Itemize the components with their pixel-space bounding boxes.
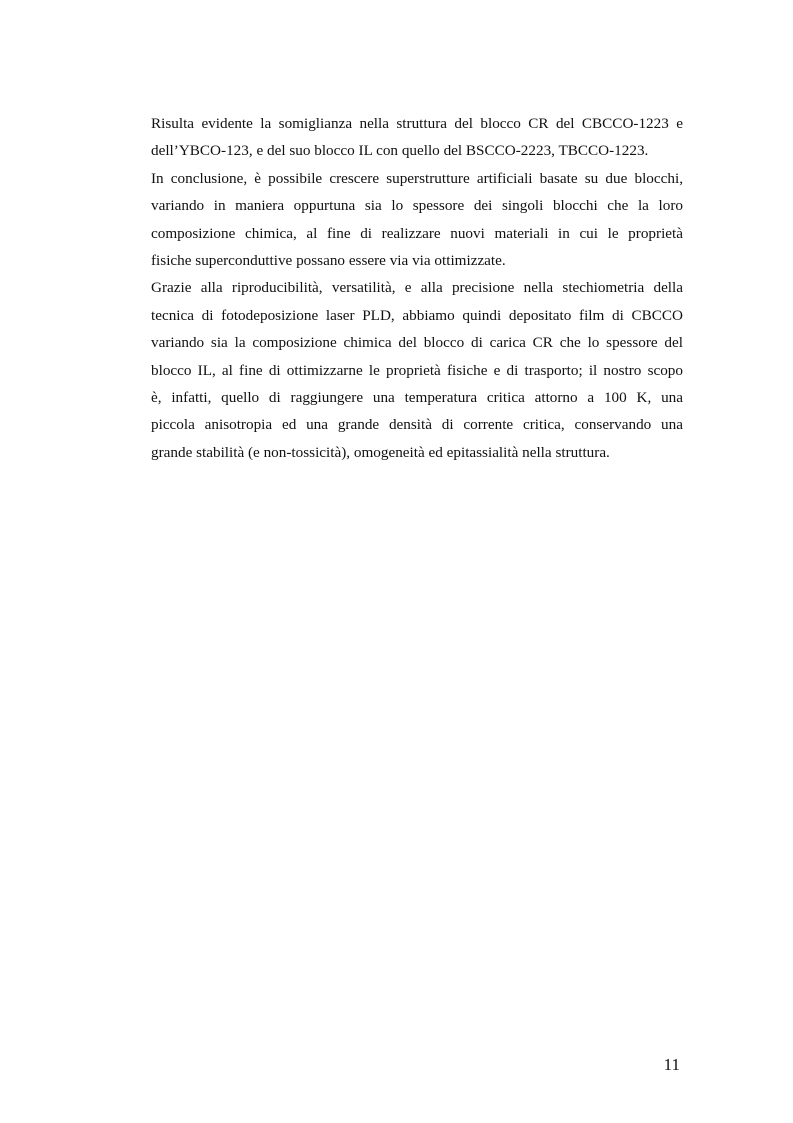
text-line: tecnica di fotodeposizione laser PLD, abbiamo quindi depositato film di CBCCO	[151, 306, 683, 324]
text-line: grande stabilità (e non-tossicità), omogeneità ed epitassialità nella struttura.	[151, 443, 610, 461]
text-line: dell’YBCO-123, e del suo blocco IL con quello del BSCCO-2223, TBCCO-1223.	[151, 142, 649, 160]
text-line: Grazie alla riproducibilità, versatilità, e alla precisione nella stechiometria della	[151, 279, 683, 297]
text-line: è, infatti, quello di raggiungere una temperatura critica attorno a 100 K, una	[151, 388, 683, 406]
text-line: In conclusione, è possibile crescere superstrutture artificiali basate su due blocchi,	[151, 169, 683, 187]
text-line: fisiche superconduttive possano essere via via ottimizzate.	[151, 251, 506, 269]
page-number: 11	[663, 1055, 680, 1074]
text-line: piccola anisotropia ed una grande densità di corrente critica, conservando una	[151, 416, 683, 434]
text-line: variando in maniera oppurtuna sia lo spessore dei singoli blocchi che la loro	[151, 197, 683, 215]
body-text	[151, 110, 683, 466]
text-line: composizione chimica, al fine di realizzare nuovi materiali in cui le proprietà	[151, 224, 683, 242]
text-line: Risulta evidente la somiglianza nella struttura del blocco CR del CBCCO-1223 e	[151, 115, 683, 132]
text-line: blocco IL, al fine di ottimizzarne le proprietà fisiche e di trasporto; il nostro scopo	[151, 361, 683, 379]
text-line: variando sia la composizione chimica del blocco di carica CR che lo spessore del	[151, 334, 683, 352]
